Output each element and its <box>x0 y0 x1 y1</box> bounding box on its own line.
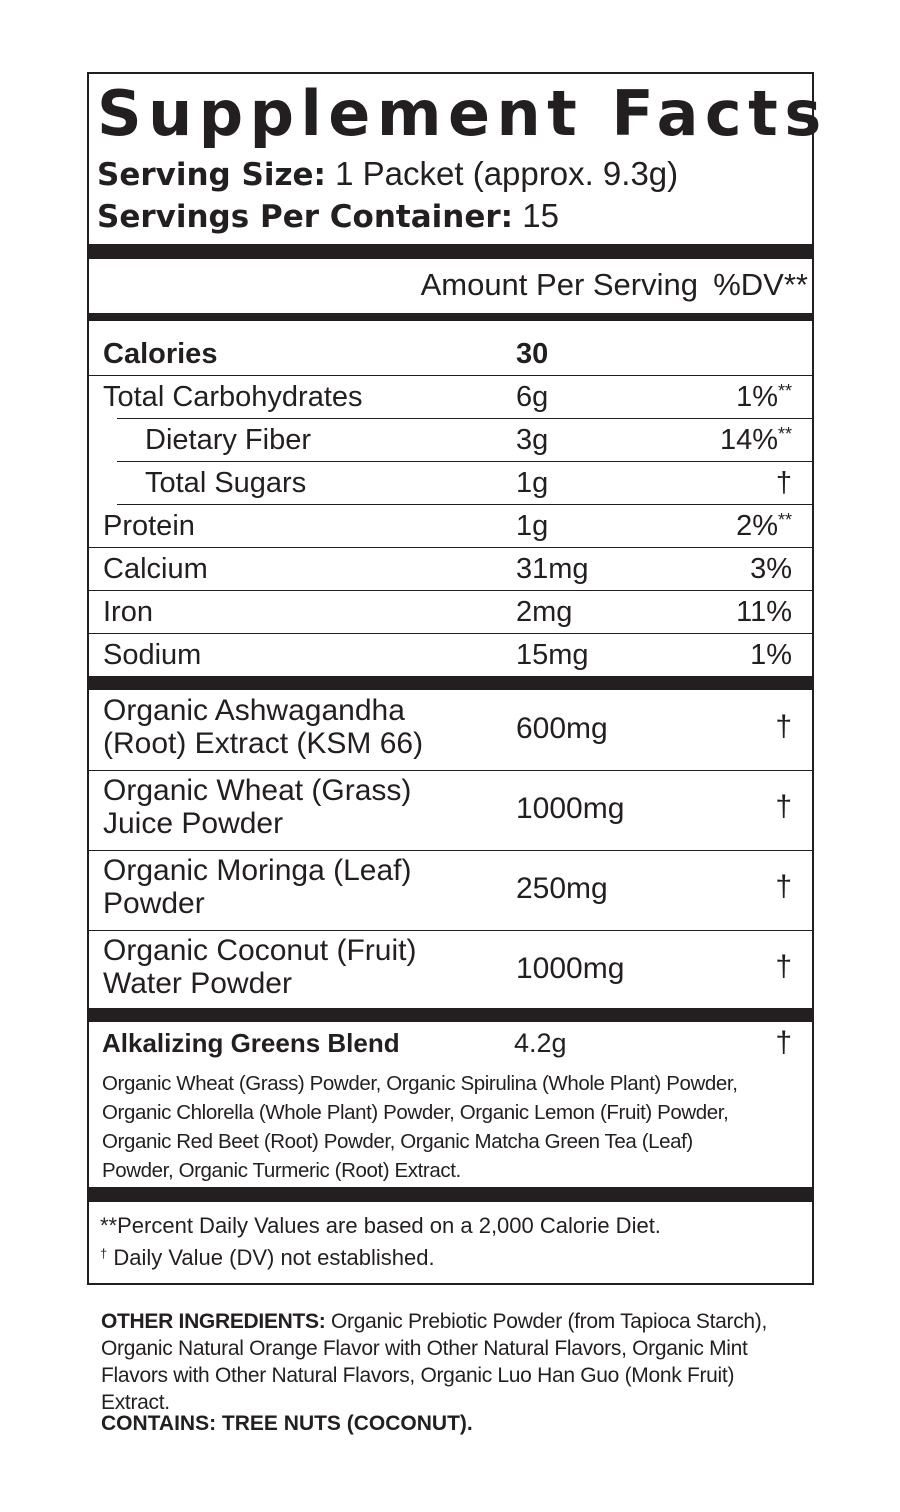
supplement-facts-panel <box>87 72 828 1285</box>
nutrient-row <box>89 504 812 547</box>
nutrient-name: Total Carbohydrates <box>103 381 363 413</box>
nutrient-row <box>89 375 812 418</box>
ingredient-row <box>89 930 812 1010</box>
nutrient-name: Calcium <box>103 553 208 585</box>
nutrient-dv-footnote-mark: ** <box>777 381 792 401</box>
nutrient-dv <box>750 639 792 672</box>
nutrient-amount: 1g <box>516 510 549 542</box>
nutrient-dv-value: † <box>775 467 792 499</box>
nutrient-dv-value: 2% <box>736 510 778 542</box>
ingredient-name-line: Water Powder <box>103 967 292 1000</box>
nutrient-name: Sodium <box>103 639 202 671</box>
ingredient-name-line: Juice Powder <box>103 807 284 840</box>
ingredient-name <box>103 934 416 1000</box>
divider-thick <box>89 244 812 259</box>
ingredient-amount: 1000mg <box>516 952 625 985</box>
nutrient-name: Total Sugars <box>145 467 307 499</box>
panel-title: Supplement Facts <box>97 77 828 150</box>
nutrient-dv-value: 1% <box>736 381 778 413</box>
nutrient-name: Calories <box>103 338 218 370</box>
ingredient-dv: † <box>775 950 792 983</box>
servings-per-container-label: Servings Per Container: <box>97 199 514 235</box>
nutrient-dv-value: 3% <box>750 553 792 585</box>
ingredient-name-line: Organic Wheat (Grass) <box>103 774 412 807</box>
nutrient-dv <box>720 424 792 457</box>
serving-size-label: Serving Size: <box>97 157 326 193</box>
divider-medium <box>89 313 812 321</box>
dagger-footnote-text: Daily Value (DV) not established. <box>113 1245 435 1270</box>
nutrient-dv <box>776 467 792 500</box>
dv-footnote: **Percent Daily Values are based on a 2,000 Calorie Diet. <box>100 1213 661 1238</box>
nutrient-dv-footnote-mark: ** <box>777 510 792 530</box>
ingredient-name-line: Powder <box>103 887 205 920</box>
ingredient-dv: † <box>775 870 792 903</box>
nutrient-dv-value: 1% <box>750 639 792 671</box>
nutrient-dv-value: 11% <box>736 596 792 628</box>
ingredient-amount: 600mg <box>516 712 608 745</box>
divider-thick <box>89 676 812 690</box>
nutrient-dv <box>736 381 792 414</box>
nutrient-amount: 15mg <box>516 639 589 671</box>
nutrient-amount: 1g <box>516 467 549 499</box>
serving-size-value: 1 Packet (approx. 9.3g) <box>335 155 679 192</box>
ingredient-row <box>89 690 812 770</box>
nutrient-dv <box>736 510 792 543</box>
nutrient-row <box>89 547 812 590</box>
allergen-statement: CONTAINS: TREE NUTS (COCONUT). <box>101 1412 473 1435</box>
dagger-symbol: † <box>100 1246 108 1261</box>
other-ingredients-label: OTHER INGREDIENTS: <box>101 1310 326 1333</box>
other-ingredients <box>101 1308 781 1416</box>
nutrient-amount: 6g <box>516 381 549 413</box>
nutrient-name: Dietary Fiber <box>145 424 311 456</box>
nutrient-amount: 3g <box>516 424 549 456</box>
nutrient-name: Protein <box>103 510 195 542</box>
ingredient-name-line: Organic Coconut (Fruit) <box>103 934 417 967</box>
ingredient-dv: † <box>775 790 792 823</box>
dagger-footnote <box>100 1245 435 1271</box>
ingredient-name <box>103 774 411 840</box>
divider-thick <box>89 1008 812 1022</box>
amount-per-serving-header: Amount Per Serving <box>420 267 698 302</box>
nutrient-dv <box>750 553 792 586</box>
dv-header: %DV** <box>713 267 808 302</box>
blend-amount: 4.2g <box>514 1028 567 1058</box>
blend-description: Organic Wheat (Grass) Powder, Organic Spirulina (Whole Plant) Powder, Organic Chlorella (Whole Plant) Powder, Organic Lemon (Fruit) Powder, Organic Red Beet (Root) Powder, Organic Matcha Green Tea (Leaf) Powder, Organic Turmeric (Root) Extract. <box>102 1072 738 1182</box>
ingredient-amount: 250mg <box>516 872 608 905</box>
ingredient-name <box>103 854 411 920</box>
nutrient-row <box>89 461 812 504</box>
nutrient-amount: 2mg <box>516 596 573 628</box>
ingredient-row <box>89 770 812 850</box>
ingredient-name-line: Organic Ashwagandha <box>103 694 405 727</box>
ingredient-name <box>103 694 423 760</box>
ingredient-amount: 1000mg <box>516 792 625 825</box>
other-ingredients-text: Organic Prebiotic Powder (from Tapioca Starch), Organic Natural Orange Flavor with Other Natural Flavors, Organic Mint Flavors with Other Natural Flavors, Organic Luo Han Guo (Monk Fruit) Extract. <box>101 1310 768 1414</box>
nutrient-row <box>89 332 812 375</box>
servings-per-container-value: 15 <box>522 197 559 234</box>
ingredient-name-line: Organic Moringa (Leaf) <box>103 854 412 887</box>
ingredient-row <box>89 850 812 930</box>
blend-dv: † <box>775 1026 792 1059</box>
nutrient-dv-value: 14% <box>719 424 778 456</box>
ingredient-name-line: (Root) Extract (KSM 66) <box>103 727 424 760</box>
nutrient-dv-footnote-mark: ** <box>777 424 792 444</box>
nutrient-name: Iron <box>103 596 153 628</box>
nutrient-dv <box>736 596 792 629</box>
nutrient-amount: 30 <box>516 338 549 370</box>
nutrient-amount: 31mg <box>516 553 589 585</box>
nutrient-row <box>89 590 812 633</box>
ingredient-dv: † <box>775 710 792 743</box>
servings-per-container <box>97 196 559 237</box>
nutrient-row <box>89 418 812 461</box>
nutrient-row <box>89 633 812 676</box>
amount-header-row <box>89 259 812 307</box>
serving-size <box>97 154 678 195</box>
blend-name: Alkalizing Greens Blend <box>102 1028 400 1058</box>
divider-thick <box>89 1187 812 1202</box>
